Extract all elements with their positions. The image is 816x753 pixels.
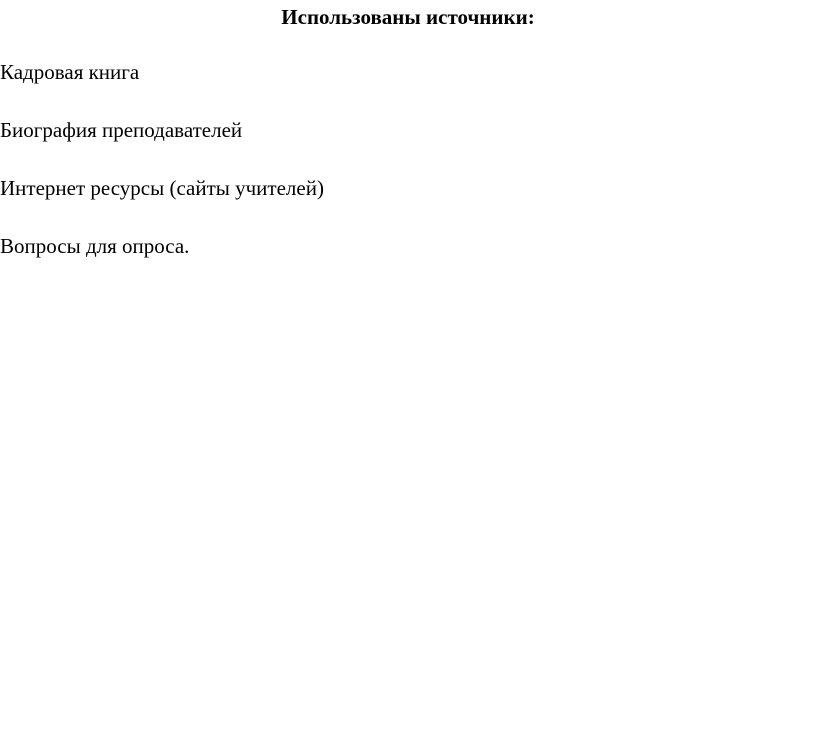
source-item-survey-questions: Вопросы для опроса. [0,234,190,258]
source-item-internet-resources: Интернет ресурсы (сайты учителей) [0,176,324,200]
sources-list [0,58,324,290]
page-title: Использованы источники: [281,5,535,29]
source-item-personnel-book: Кадровая книга [0,60,140,84]
source-item-teacher-biography: Биография преподавателей [0,118,243,142]
